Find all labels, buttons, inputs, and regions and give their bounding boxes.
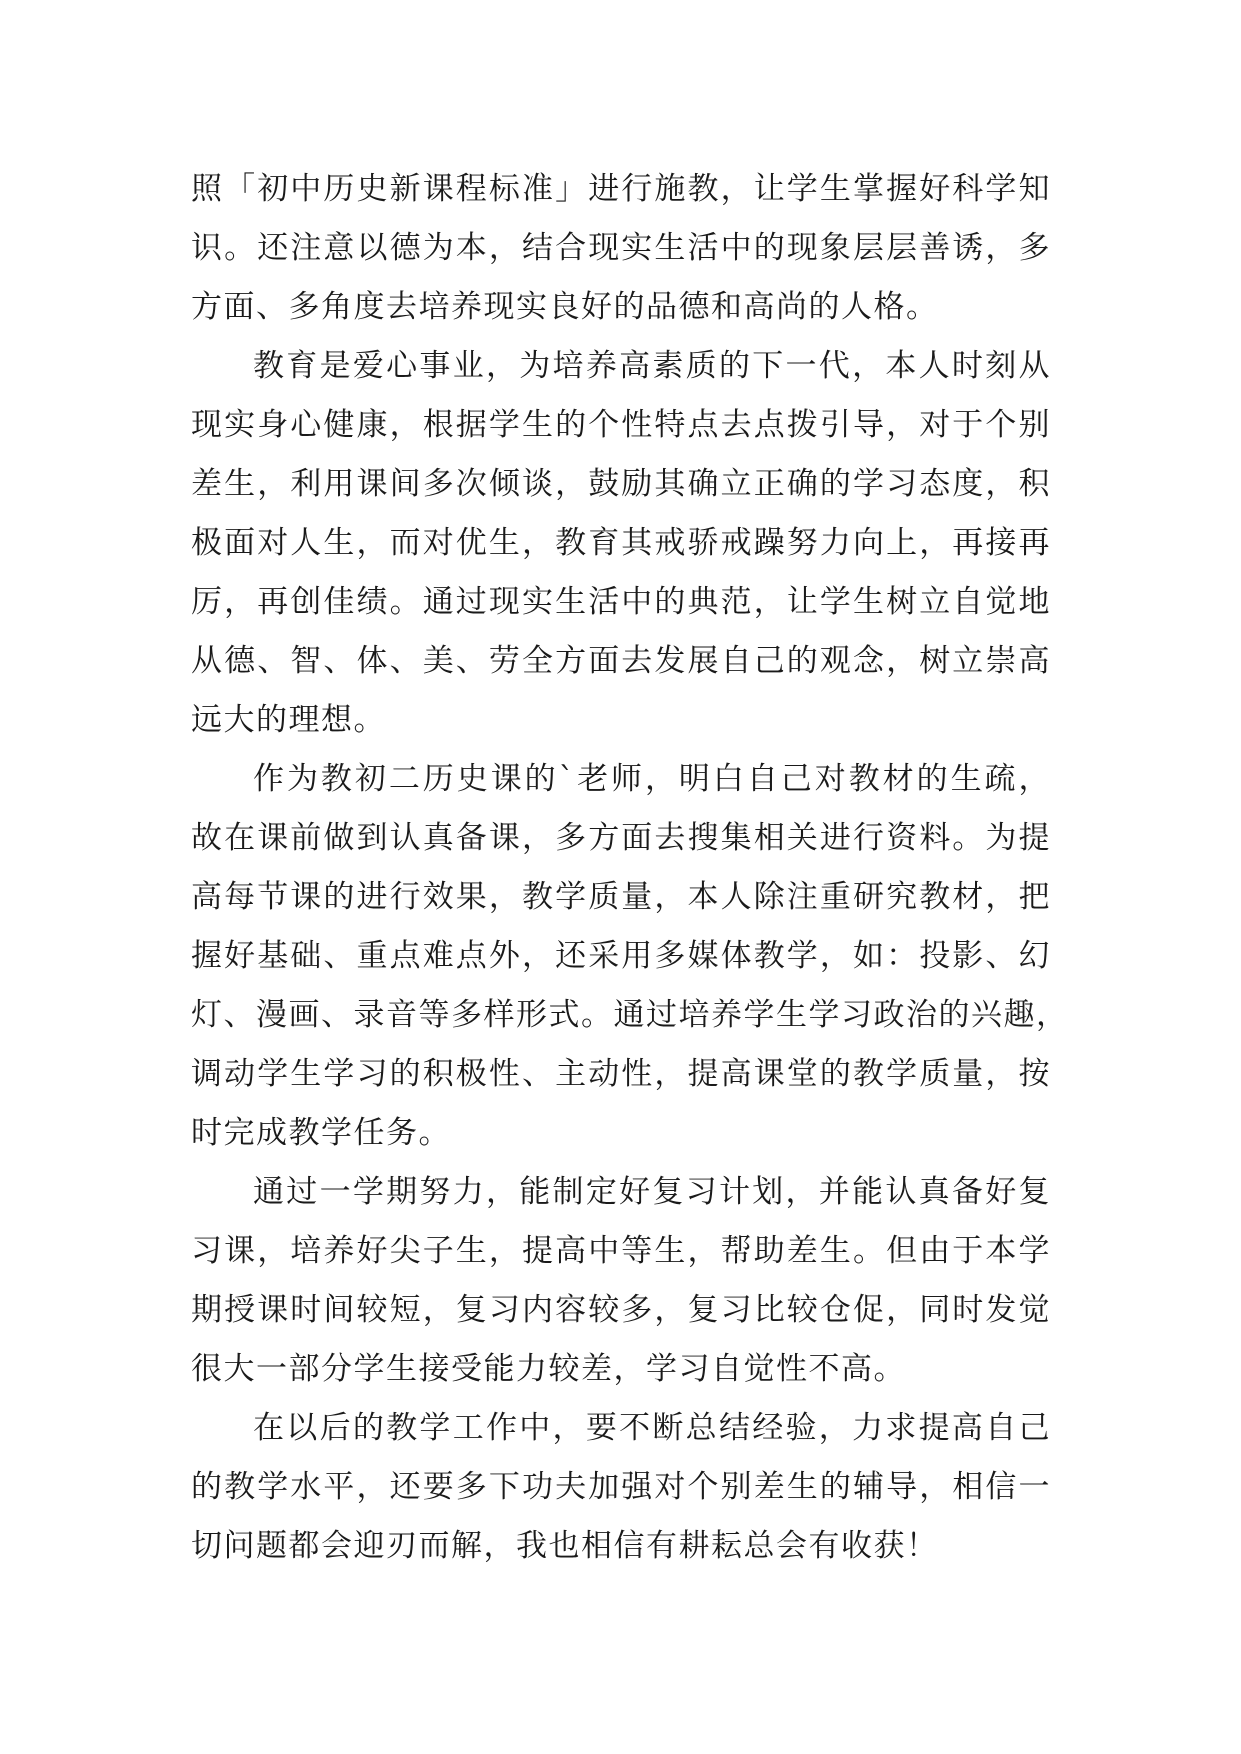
paragraph-3 [191, 750, 1069, 1163]
text-line: 切问题都会迎刃而解，我也相信有耕耘总会有收获！ [191, 1528, 939, 1564]
paragraph-2 [191, 337, 1051, 750]
text-line: 厉，再创佳绩。通过现实生活中的典范，让学生树立自觉地 [191, 584, 1051, 620]
text-line: 极面对人生，而对优生，教育其戒骄戒躁努力向上，再接再 [191, 525, 1051, 561]
paragraph-1 [191, 160, 1051, 337]
text-line: 识。还注意以德为本，结合现实生活中的现象层层善诱，多 [191, 230, 1051, 266]
text-line: 握好基础、重点难点外，还采用多媒体教学，如：投影、幻 [191, 938, 1051, 974]
text-line: 作为教初二历史课的`老师，明白自己对教材的生疏， [253, 761, 1051, 797]
text-line: 现实身心健康，根据学生的个性特点去点拨引导，对于个别 [191, 407, 1051, 443]
text-line: 灯、漫画、录音等多样形式。通过培养学生学习政治的兴趣， [191, 997, 1069, 1033]
text-line: 习课，培养好尖子生，提高中等生，帮助差生。但由于本学 [191, 1233, 1051, 1269]
text-line: 教育是爱心事业，为培养高素质的下一代，本人时刻从 [253, 348, 1051, 384]
text-line: 远大的理想。 [191, 702, 386, 738]
text-line: 方面、多角度去培养现实良好的品德和高尚的人格。 [191, 289, 939, 325]
text-line: 很大一部分学生接受能力较差，学习自觉性不高。 [191, 1351, 906, 1387]
text-line: 的教学水平，还要多下功夫加强对个别差生的辅导，相信一 [191, 1469, 1051, 1505]
text-line: 在以后的教学工作中，要不断总结经验，力求提高自己 [253, 1410, 1051, 1446]
paragraph-4 [191, 1163, 1051, 1399]
text-line: 通过一学期努力，能制定好复习计划，并能认真备好复 [253, 1174, 1051, 1210]
text-line: 照「初中历史新课程标准」进行施教，让学生掌握好科学知 [191, 171, 1051, 207]
text-line: 差生，利用课间多次倾谈，鼓励其确立正确的学习态度，积 [191, 466, 1051, 502]
document-body [191, 160, 1069, 1576]
paragraph-5 [191, 1399, 1051, 1576]
text-line: 时完成教学任务。 [191, 1115, 451, 1151]
text-line: 从德、智、体、美、劳全方面去发展自己的观念，树立崇高 [191, 643, 1051, 679]
text-line: 高每节课的进行效果，教学质量，本人除注重研究教材，把 [191, 879, 1051, 915]
text-line: 期授课时间较短，复习内容较多，复习比较仓促，同时发觉 [191, 1292, 1051, 1328]
text-line: 故在课前做到认真备课，多方面去搜集相关进行资料。为提 [191, 820, 1051, 856]
text-line: 调动学生学习的积极性、主动性，提高课堂的教学质量，按 [191, 1056, 1051, 1092]
